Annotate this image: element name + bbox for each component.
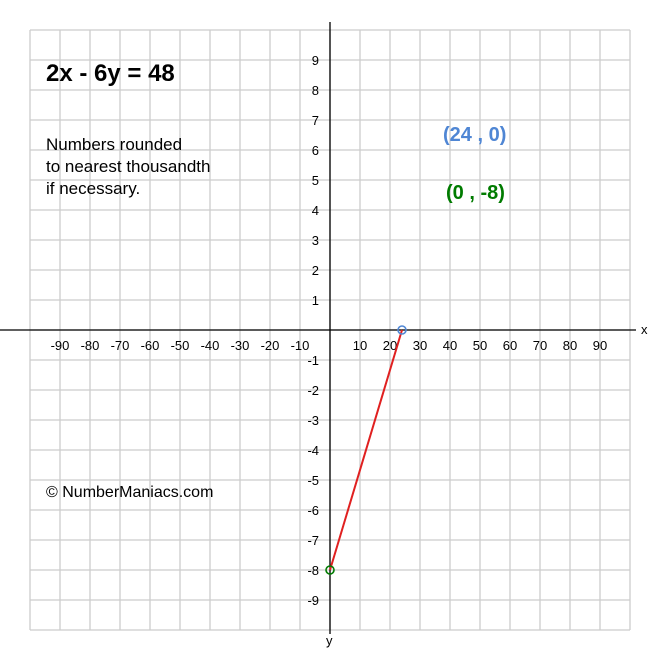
x-tick-label: -90	[50, 338, 70, 353]
y-intercept-label: (0 , -8)	[446, 182, 505, 204]
copyright-credit: © NumberManiacs.com	[46, 484, 214, 501]
y-tick-label: -4	[307, 443, 319, 458]
x-tick-label: -70	[110, 338, 130, 353]
y-tick-label: 5	[311, 173, 319, 188]
y-tick-label: 8	[311, 83, 319, 98]
x-tick-label: -50	[170, 338, 190, 353]
equation-title: 2x - 6y = 48	[46, 60, 175, 87]
x-tick-label: 80	[562, 338, 578, 353]
y-tick-label: 9	[311, 53, 319, 68]
y-tick-label: -1	[307, 353, 319, 368]
x-tick-label: 90	[592, 338, 608, 353]
y-tick-label: -2	[307, 383, 319, 398]
x-tick-label: 70	[532, 338, 548, 353]
note-line: if necessary.	[46, 179, 141, 198]
x-tick-label: -80	[80, 338, 100, 353]
y-tick-label: -5	[307, 473, 319, 488]
y-tick-label: -6	[307, 503, 319, 518]
rounding-note	[46, 134, 210, 200]
x-axis-label: x	[641, 322, 648, 337]
y-tick-label: 7	[311, 113, 319, 128]
y-tick-label: 1	[311, 293, 319, 308]
x-tick-label: -30	[230, 338, 250, 353]
y-tick-label: -9	[307, 593, 319, 608]
note-line: to nearest thousandth	[46, 157, 211, 176]
x-tick-label: 50	[472, 338, 488, 353]
axes	[0, 22, 648, 648]
x-tick-label: -60	[140, 338, 160, 353]
note-line: Numbers rounded	[46, 135, 183, 154]
x-tick-label: -40	[200, 338, 220, 353]
x-tick-label: -20	[260, 338, 280, 353]
x-tick-label: 60	[502, 338, 518, 353]
x-tick-label: 30	[412, 338, 428, 353]
y-tick-label: -3	[307, 413, 319, 428]
y-tick-label: 4	[311, 203, 319, 218]
x-intercept-label: (24 , 0)	[443, 124, 507, 146]
x-tick-label: 10	[352, 338, 368, 353]
y-tick-label: -8	[307, 563, 319, 578]
y-axis-label: y	[326, 633, 333, 648]
y-tick-label: 6	[311, 143, 319, 158]
x-tick-label: -10	[290, 338, 310, 353]
x-tick-label: 20	[382, 338, 398, 353]
y-tick-label: 3	[311, 233, 319, 248]
y-tick-label: 2	[311, 263, 319, 278]
y-tick-label: -7	[307, 533, 319, 548]
x-tick-label: 40	[442, 338, 458, 353]
